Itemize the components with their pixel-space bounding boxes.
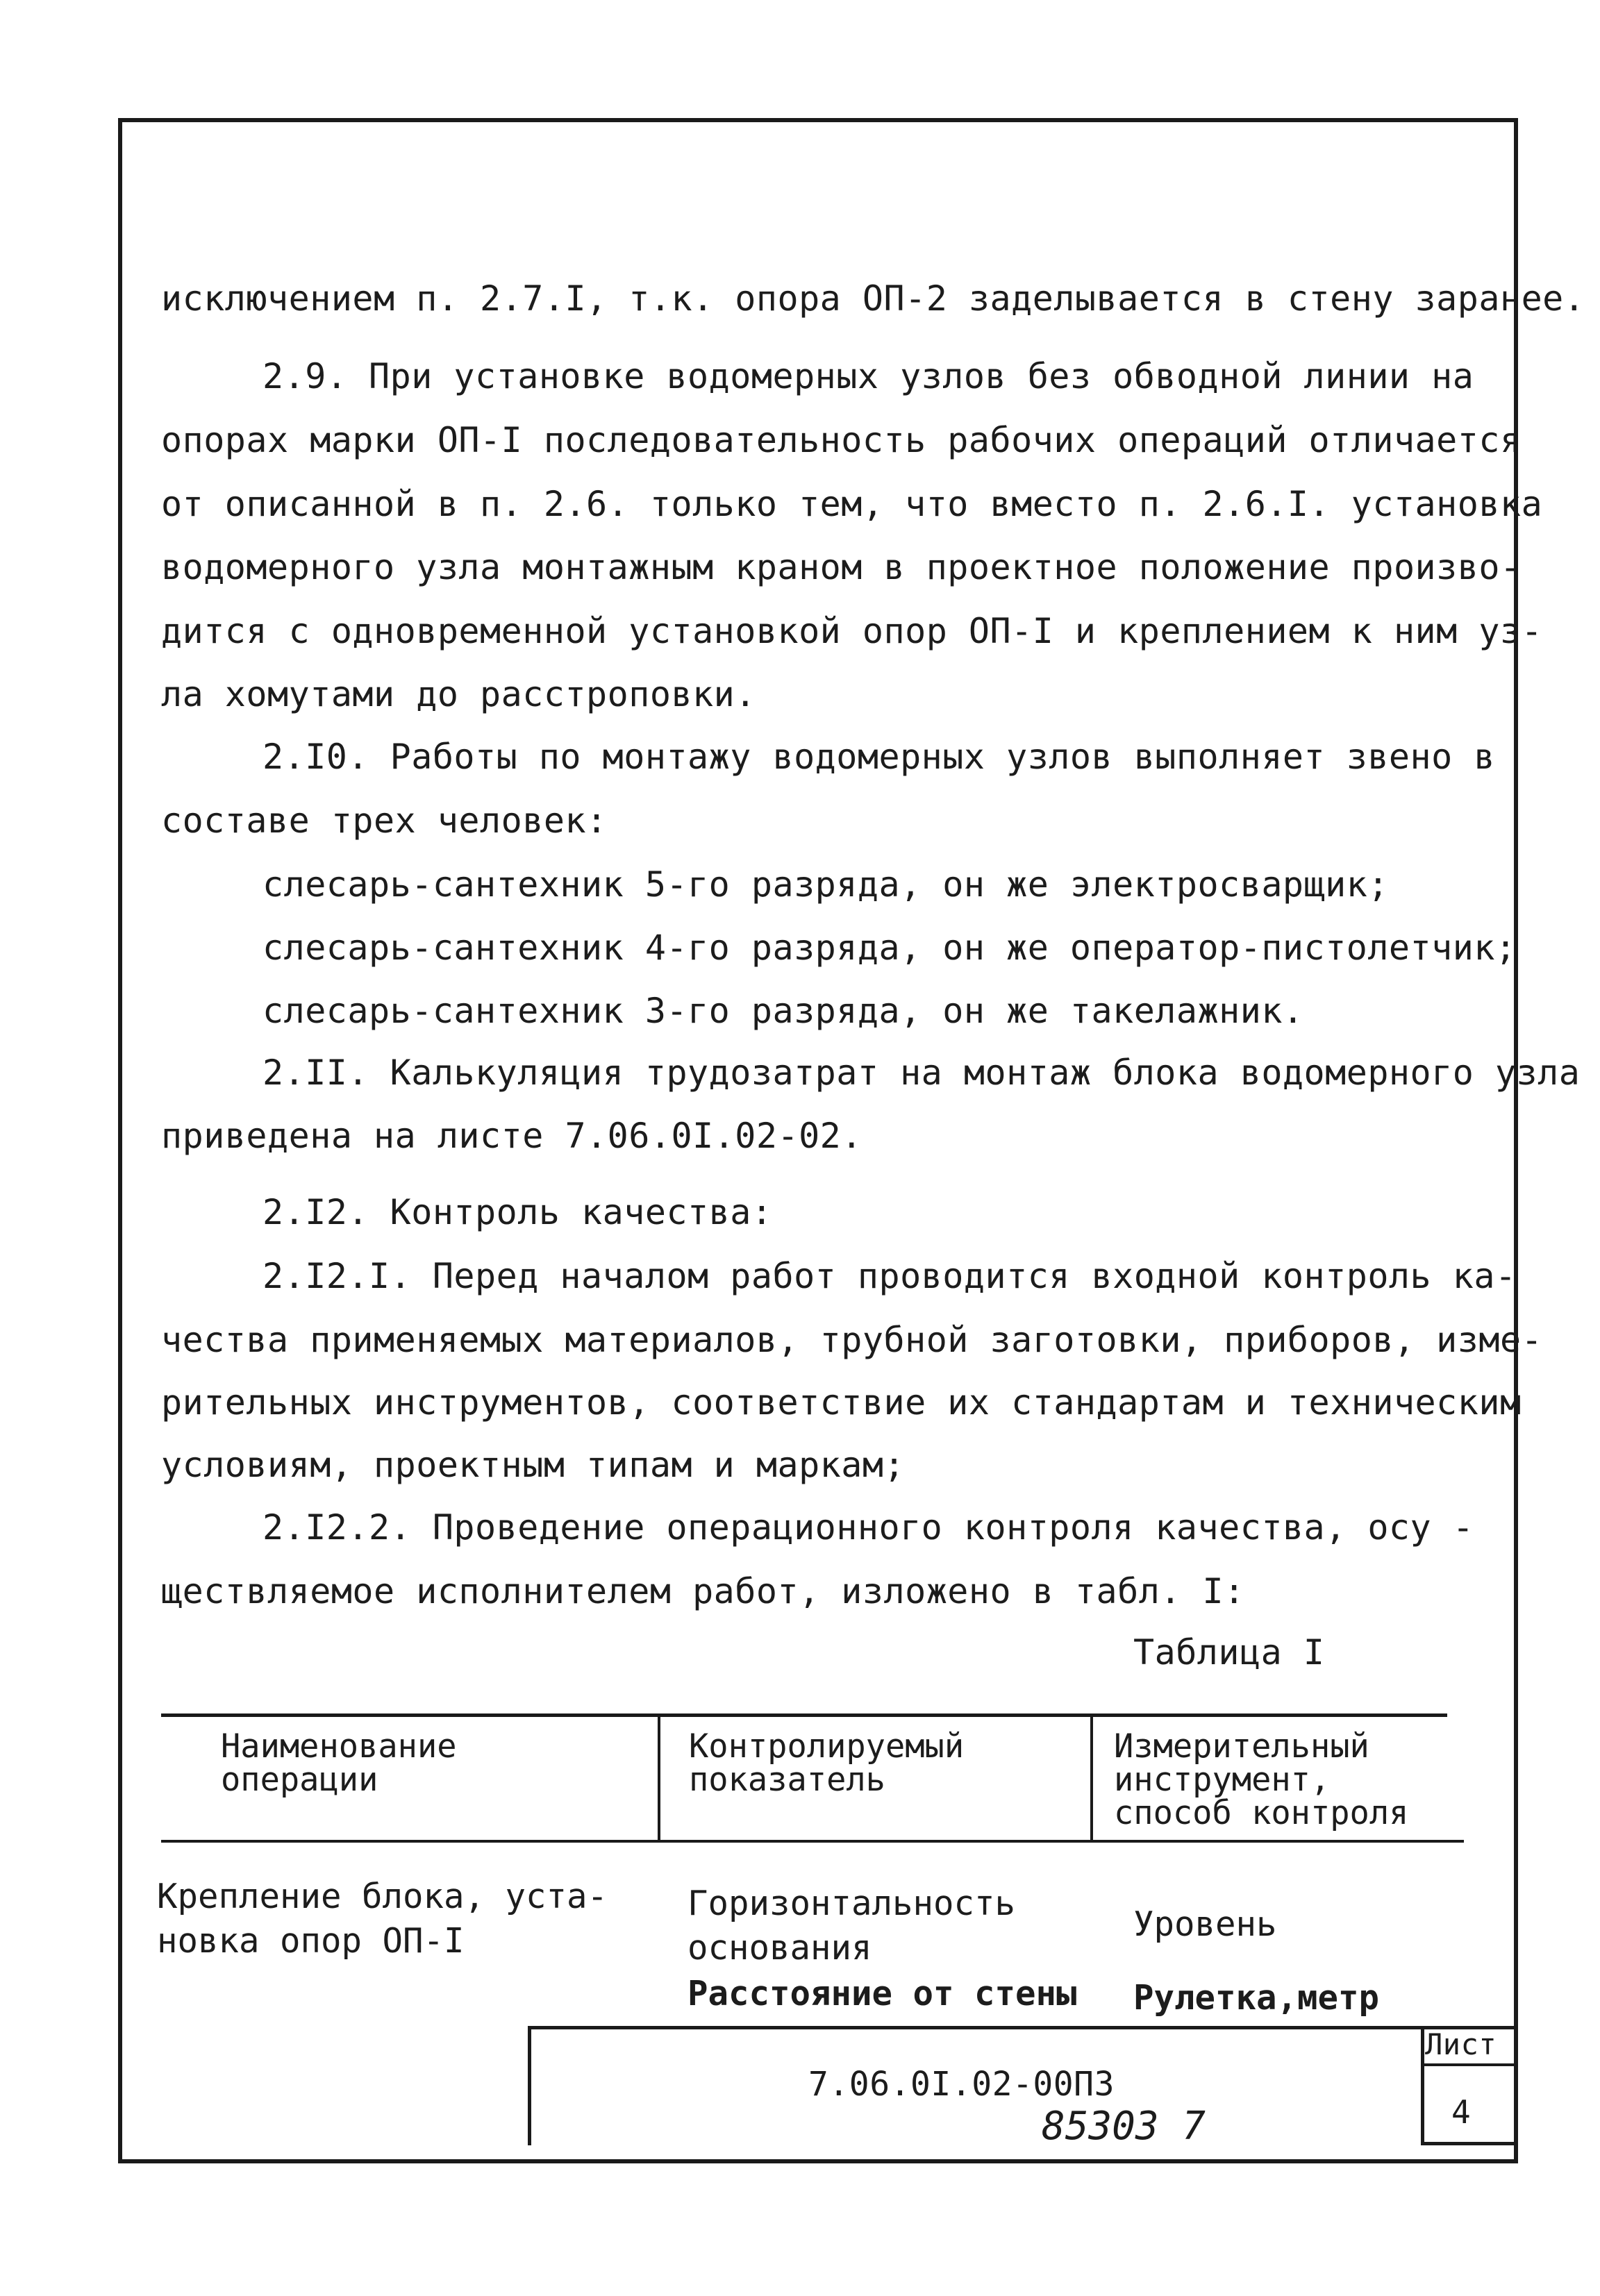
- table-cell: Крепление блока, уста- новка опор ОП-I: [157, 1877, 608, 1961]
- text-line: 2.9. При установке водомерных узлов без обводной линии на: [262, 356, 1474, 396]
- text-line: слесарь-сантехник 4-го разряда, он же оператор-пистолетчик;: [262, 928, 1517, 968]
- table-caption: Таблица I: [1133, 1632, 1325, 1673]
- text-line: составе трех человек:: [161, 801, 608, 841]
- table-col-divider: [1090, 1715, 1093, 1841]
- text-line: слесарь-сантехник 3-го разряда, он же такелажник.: [262, 991, 1304, 1031]
- text-line: опорах марки ОП-I последовательность рабочих операций отличается: [161, 420, 1522, 460]
- table-cell: Рулетка,метр: [1133, 1978, 1380, 2018]
- table-header-instrument: Измерительный инструмент, способ контроля: [1114, 1727, 1409, 1832]
- text-line: слесарь-сантехник 5-го разряда, он же электросварщик;: [262, 864, 1389, 905]
- text-line: от описанной в п. 2.6. только тем, что вместо п. 2.6.I. установка: [161, 484, 1543, 524]
- text-line: 2.I2.I. Перед началом работ проводится входной контроль ка-: [262, 1256, 1517, 1296]
- text-line: приведена на листе 7.06.0I.02-02.: [161, 1116, 862, 1156]
- table-header-indicator: Контролируемый показатель: [689, 1727, 965, 1799]
- stamp-sheet-divider: [1421, 2063, 1518, 2066]
- handwritten-number: 85303 7: [1042, 2104, 1206, 2149]
- table-cell: Расстояние от стены: [688, 1974, 1077, 2013]
- text-line: 2.I2. Контроль качества:: [262, 1192, 773, 1232]
- text-line: исключением п. 2.7.I, т.к. опора ОП-2 заделывается в стену заранее.: [161, 278, 1585, 319]
- text-line: 2.I2.2. Проведение операционного контроля качества, осу -: [262, 1507, 1474, 1548]
- text-line: ществляемое исполнителем работ, изложено в табл. I:: [161, 1571, 1245, 1611]
- text-line: дится с одновременной установкой опор ОП-I и креплением к ним уз-: [161, 611, 1543, 651]
- sheet-number: 4: [1451, 2093, 1472, 2131]
- text-line: условиям, проектным типам и маркам;: [161, 1445, 906, 1485]
- text-line: водомерного узла монтажным краном в проектное положение произво-: [161, 547, 1522, 587]
- text-line: чества применяемых материалов, трубной заготовки, приборов, изме-: [161, 1320, 1543, 1360]
- table-top-rule: [161, 1713, 1447, 1717]
- document-code: 7.06.0I.02-00ПЗ: [808, 2065, 1115, 2104]
- text-line: 2.II. Калькуляция трудозатрат на монтаж блока водомерного узла: [262, 1053, 1581, 1093]
- text-line: ла хомутами до расстроповки.: [161, 674, 756, 714]
- text-line: рительных инструментов, соответствие их стандартам и техническим: [161, 1382, 1522, 1423]
- table-cell: Уровень: [1133, 1904, 1277, 1944]
- sheet-label: Лист: [1425, 2027, 1497, 2061]
- table-header-operation: Наименование операции: [221, 1727, 457, 1799]
- table-cell: Горизонтальность основания: [688, 1884, 1016, 1968]
- table-col-divider: [658, 1715, 660, 1841]
- table-header-rule: [161, 1840, 1464, 1843]
- text-line: 2.I0. Работы по монтажу водомерных узлов выполняет звено в: [262, 737, 1495, 777]
